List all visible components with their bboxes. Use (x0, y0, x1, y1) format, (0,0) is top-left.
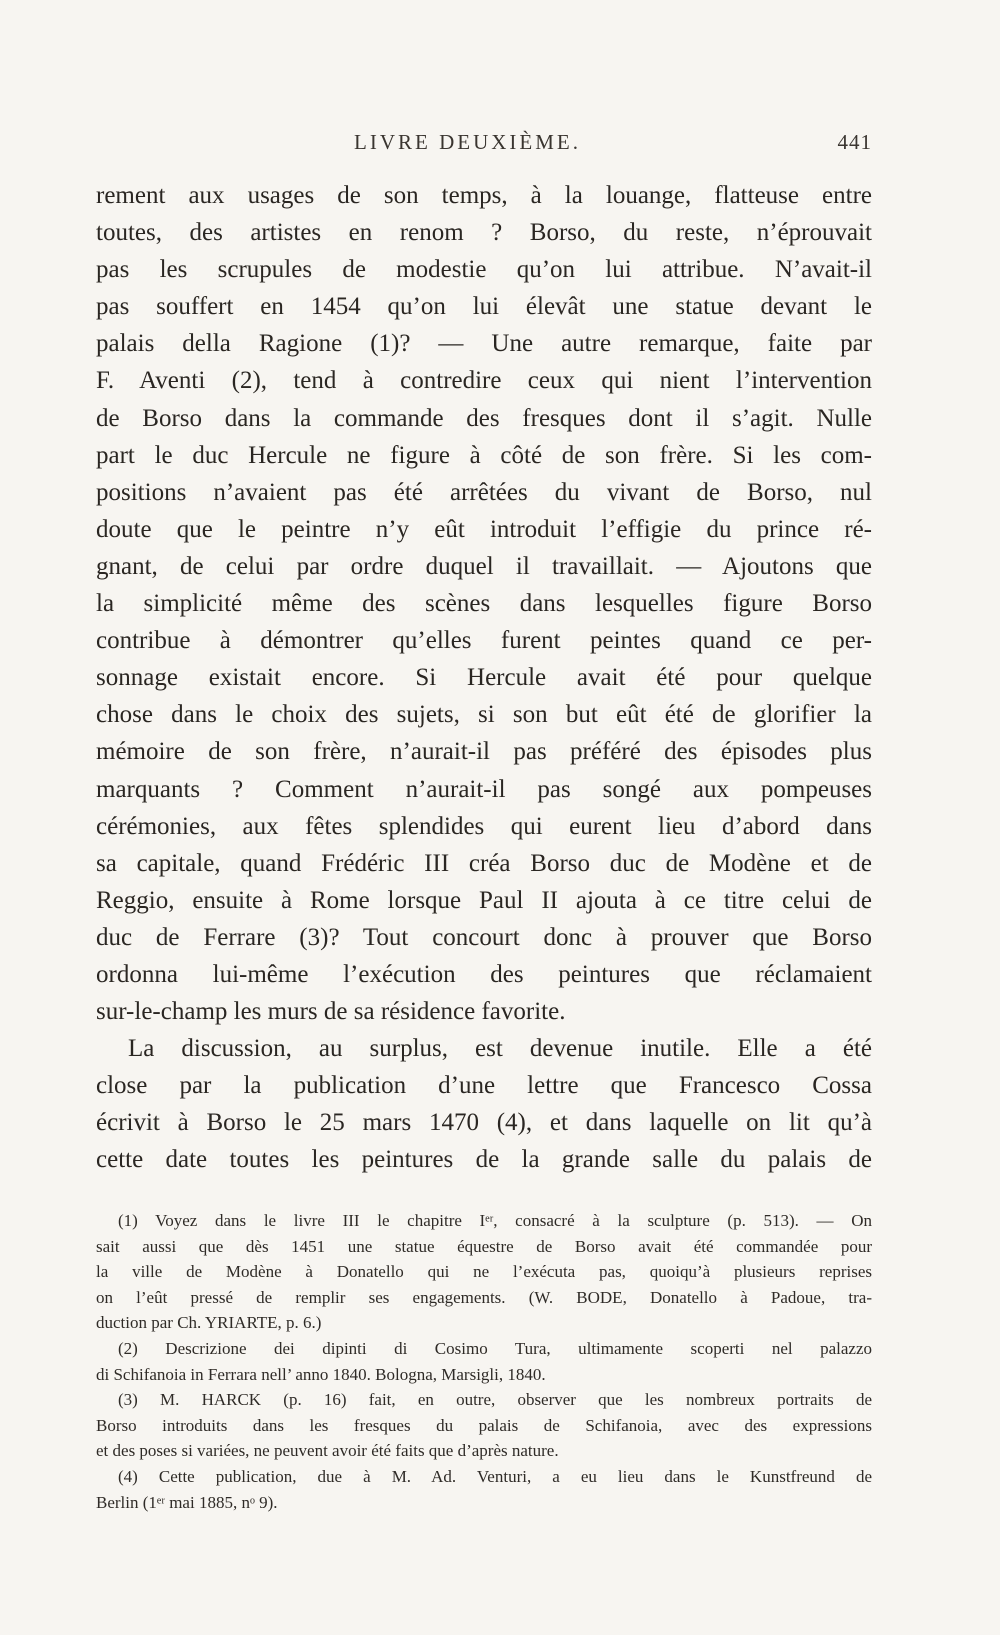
text-line: cérémonies, aux fêtes splendides qui eurent lieu d’abord dans (96, 812, 872, 840)
text-line: part le duc Hercule ne figure à côté de son frère. Si les com- (96, 441, 872, 469)
header-title: LIVRE DEUXIÈME. (354, 130, 581, 154)
text-line: de Borso dans la commande des fresques dont il s’agit. Nulle (96, 404, 872, 432)
footnote-line: duction par Ch. YRIARTE, p. 6.) (96, 1313, 322, 1333)
footnote-2: (2) Descrizione dei dipinti di Cosimo Tura, ultimamente scoperti nel palazzo (118, 1338, 872, 1358)
text-line: toutes, des artistes en renom ? Borso, du reste, n’éprouvait (96, 219, 872, 247)
text-line: sa capitale, quand Frédéric III créa Borso duc de Modène et de (96, 849, 872, 877)
text-line: écrivit à Borso le 25 mars 1470 (4), et dans laquelle on lit qu’à (96, 1109, 872, 1137)
paragraph-end-line: sur-le-champ les murs de sa résidence favorite. (96, 998, 566, 1026)
footnote-line: di Schifanoia in Ferrara nell’ anno 1840. Bologna, Marsigli, 1840. (96, 1364, 546, 1384)
footnotes (96, 1208, 872, 1515)
footnote-4: (4) Cette publication, due à M. Ad. Venturi, a eu lieu dans le Kunstfreund de (118, 1466, 872, 1486)
footnote-line: Berlin (1ᵉʳ mai 1885, nᵒ 9). (96, 1492, 278, 1512)
text-line: cette date toutes les peintures de la grande salle du palais de (96, 1146, 872, 1174)
text-line: pas souffert en 1454 qu’on lui élevât une statue devant le (96, 293, 872, 321)
text-line: positions n’avaient pas été arrêtées du vivant de Borso, nul (96, 478, 872, 506)
text-line: close par la publication d’une lettre que Francesco Cossa (96, 1072, 872, 1100)
paragraph-start-line: La discussion, au surplus, est devenue inutile. Elle a été (128, 1035, 872, 1063)
text-line: ordonna lui-même l’exécution des peintures que réclamaient (96, 960, 872, 988)
text-line: chose dans le choix des sujets, si son but eût été de glorifier la (96, 701, 872, 729)
body-text (96, 177, 872, 1179)
footnote-3: (3) M. HARCK (p. 16) fait, en outre, observer que les nombreux portraits de (118, 1390, 872, 1410)
footnote-line: la ville de Modène à Donatello qui ne l’exécuta pas, quoiqu’à plusieurs reprises (96, 1262, 872, 1282)
text-line: la simplicité même des scènes dans lesquelles figure Borso (96, 590, 872, 618)
text-line: sonnage existait encore. Si Hercule avait été pour quelque (96, 664, 872, 692)
running-header (96, 130, 872, 160)
text-line: duc de Ferrare (3)? Tout concourt donc à prouver que Borso (96, 923, 872, 951)
page-number: 441 (837, 130, 872, 154)
text-line: pas les scrupules de modestie qu’on lui attribue. N’avait-il (96, 256, 872, 284)
text-line: F. Aventi (2), tend à contredire ceux qui nient l’intervention (96, 367, 872, 395)
text-line: doute que le peintre n’y eût introduit l’effigie du prince ré- (96, 515, 872, 543)
footnote-line: Borso introduits dans les fresques du palais de Schifanoia, avec des expressions (96, 1415, 872, 1435)
text-line: marquants ? Comment n’aurait-il pas songé aux pompeuses (96, 775, 872, 803)
text-line: Reggio, ensuite à Rome lorsque Paul II ajouta à ce titre celui de (96, 886, 872, 914)
footnote-line: et des poses si variées, ne peuvent avoir été faits que d’après nature. (96, 1441, 559, 1461)
footnote-line: on l’eût pressé de remplir ses engagements. (W. BODE, Donatello à Padoue, tra- (96, 1287, 872, 1307)
text-line: rement aux usages de son temps, à la louange, flatteuse entre (96, 182, 872, 209)
text-line: mémoire de son frère, n’aurait-il pas préféré des épisodes plus (96, 738, 872, 766)
footnote-line: sait aussi que dès 1451 une statue équestre de Borso avait été commandée pour (96, 1236, 872, 1256)
footnote-1: (1) Voyez dans le livre III le chapitre Iᵉʳ, consacré à la sculpture (p. 513). — On (118, 1211, 872, 1230)
text-line: palais della Ragione (1)? — Une autre remarque, faite par (96, 330, 872, 358)
text-line: contribue à démontrer qu’elles furent peintes quand ce per- (96, 627, 872, 655)
text-line: gnant, de celui par ordre duquel il travaillait. — Ajoutons que (96, 552, 872, 580)
